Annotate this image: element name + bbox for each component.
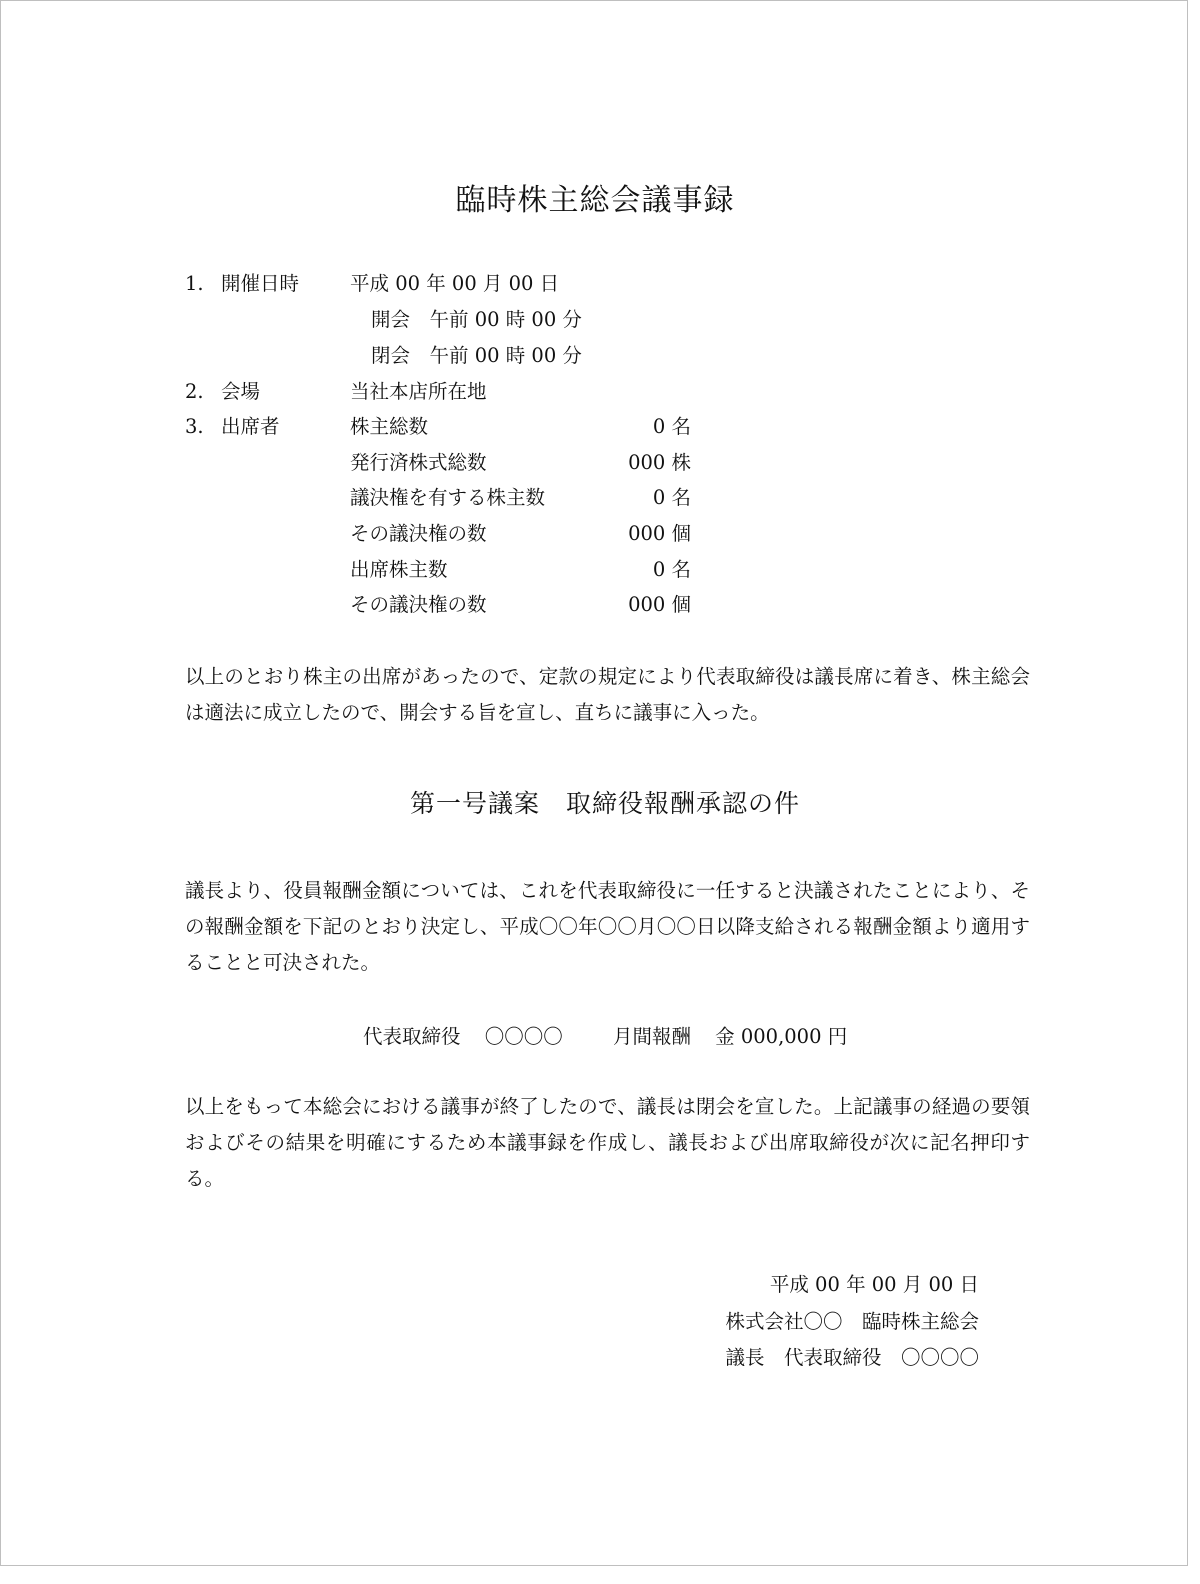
attendance-label: 出席株主数 (350, 558, 448, 581)
meeting-date: 平成 00 年 00 月 00 日 (350, 272, 560, 295)
compensation-role: 代表取締役 (363, 1025, 461, 1048)
attendance-value: 000 株 (628, 451, 691, 474)
item-label: 出席者 (221, 415, 280, 438)
compensation-name: 〇〇〇〇 (484, 1025, 563, 1048)
item-label: 会場 (221, 380, 261, 403)
document-title: 臨時株主総会議事録 (455, 183, 735, 218)
attendance-value: 0 名 (652, 558, 691, 581)
attendance-value: 0 名 (652, 415, 691, 438)
attendance-label: 議決権を有する株主数 (350, 486, 546, 509)
attendance-label: 発行済株式総数 (350, 451, 487, 474)
item-number: 2. (185, 380, 204, 403)
opening-paragraph: 以上のとおり株主の出席があったので、定款の規定により代表取締役は議長席に着き、株主総会は適法に成立したので、開会する旨を宣し、直ちに議事に入った。 (185, 665, 1030, 724)
compensation-line (363, 1021, 847, 1049)
closing-paragraph: 以上をもって本総会における議事が終了したので、議長は閉会を宣した。上記議事の経過の要領およびその結果を明確にするため本議事録を作成し、議長および出席取締役が次に記名押印する。 (185, 1095, 1030, 1190)
compensation-amount: 金 000,000 円 (715, 1025, 848, 1048)
open-time: 開会 午前 00 時 00 分 (371, 308, 582, 331)
attendance-value: 000 個 (628, 593, 691, 616)
resolution-paragraph: 議長より、役員報酬金額については、これを代表取締役に一任すると決議されたことにより、その報酬金額を下記のとおり決定し、平成〇〇年〇〇月〇〇日以降支給される報酬金額より適用することと可決された。 (185, 879, 1030, 974)
attendance-value: 000 個 (628, 522, 691, 545)
item-number: 3. (185, 415, 204, 438)
attendance-label: その議決権の数 (350, 593, 487, 616)
item-number: 1. (185, 272, 204, 295)
attendance-value: 0 名 (652, 486, 691, 509)
item-label: 開催日時 (221, 272, 300, 295)
agenda-heading: 第一号議案 取締役報酬承認の件 (409, 789, 800, 818)
attendance-label: 株主総数 (350, 415, 429, 438)
venue-value: 当社本店所在地 (350, 380, 487, 403)
compensation-monthly-label: 月間報酬 (612, 1025, 691, 1048)
attendance-label: その議決権の数 (350, 522, 487, 545)
signature-date: 平成 00 年 00 月 00 日 (769, 1273, 979, 1296)
signature-chair: 議長 代表取締役 〇〇〇〇 (725, 1346, 979, 1369)
signature-meeting: 株式会社〇〇 臨時株主総会 (725, 1310, 979, 1333)
close-time: 閉会 午前 00 時 00 分 (371, 344, 582, 367)
